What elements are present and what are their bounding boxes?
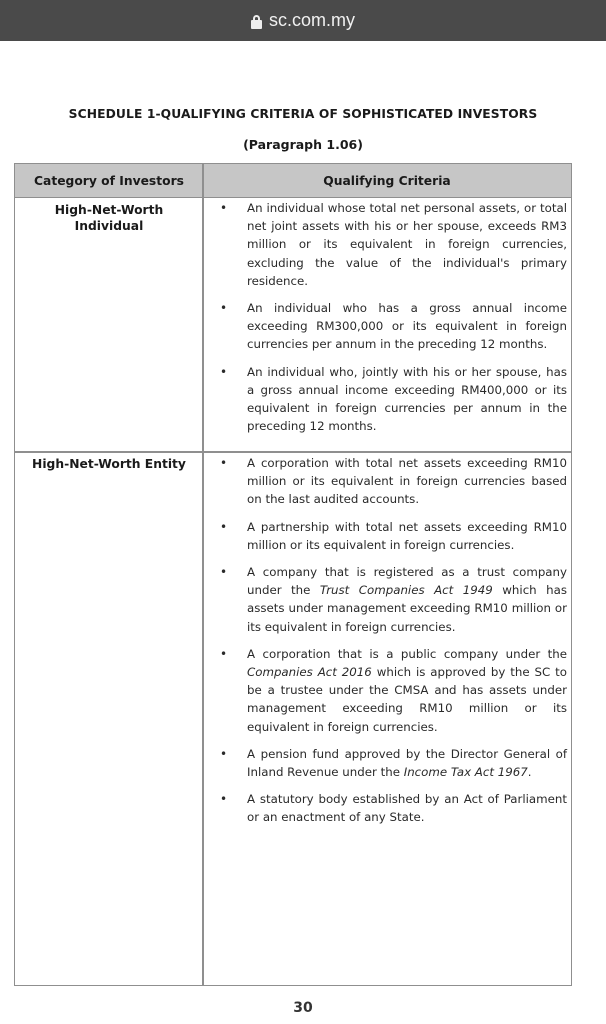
criteria-text: which has assets under management exceeding RM10 million or its equivalent in foreign currencies. xyxy=(247,583,567,634)
list-item xyxy=(215,199,567,290)
bullet-icon: • xyxy=(220,201,228,215)
criteria-text: A statutory body established by an Act of Parliament or an enactment of any State. xyxy=(247,792,567,825)
criteria-text: A corporation with total net assets exceeding RM10 million or its equivalent in foreign currencies based on the last audited accounts. xyxy=(247,456,567,507)
criteria-list-entity xyxy=(215,454,567,836)
browser-url-bar[interactable] xyxy=(0,0,606,41)
bullet-icon: • xyxy=(220,519,228,534)
criteria-text: . xyxy=(527,765,532,780)
criteria-list-individual xyxy=(215,199,567,444)
header-category: Category of Investors xyxy=(34,174,184,188)
act-name: Companies Act 2016 xyxy=(247,665,372,680)
lock-icon xyxy=(251,15,262,29)
act-name: Trust Companies Act 1949 xyxy=(319,583,493,598)
criteria-text: A partnership with total net assets exceeding RM10 million or its equivalent in foreign currencies. xyxy=(247,519,567,552)
category-high-net-worth-entity xyxy=(15,456,203,472)
criteria-text: which is approved by the SC to be a trustee under the CMSA and has assets under management exceeding RM10 million or its equivalent in foreign currencies. xyxy=(247,665,567,734)
criteria-text: An individual who has a gross annual income exceeding RM300,000 or its equivalent in foreign currencies per annum in the preceding 12 months. xyxy=(247,301,567,352)
category-high-net-worth-individual xyxy=(15,202,203,234)
list-item xyxy=(215,299,567,354)
list-item xyxy=(215,454,567,509)
bullet-icon: • xyxy=(220,456,228,470)
category-label: High-Net-Worth Individual xyxy=(54,203,164,233)
list-item xyxy=(215,745,567,781)
criteria-text: An individual whose total net personal assets, or total net joint assets with his or her spouse, exceeds RM3 million or its equivalent in foreign currencies, excluding the value of the individual's primary residence. xyxy=(247,201,567,288)
table-header xyxy=(15,164,571,198)
list-item xyxy=(215,518,567,554)
bullet-icon: • xyxy=(220,792,228,807)
list-item xyxy=(215,790,567,826)
row-divider xyxy=(15,451,571,453)
document-subtitle: (Paragraph 1.06) xyxy=(243,137,363,152)
url-text: sc.com.my xyxy=(268,10,355,30)
page-number: 30 xyxy=(293,1000,313,1016)
bullet-icon: • xyxy=(220,364,228,379)
act-name: Income Tax Act 1967 xyxy=(403,765,528,780)
bullet-icon: • xyxy=(220,646,228,661)
category-label: High-Net-Worth Entity xyxy=(32,457,186,471)
list-item xyxy=(215,563,567,636)
criteria-text: A company that is registered as a trust company under the xyxy=(247,565,567,598)
bullet-icon: • xyxy=(220,746,228,761)
bullet-icon: • xyxy=(220,565,228,580)
list-item xyxy=(215,645,567,736)
criteria-text: A pension fund approved by the Director General of Inland Revenue under the xyxy=(247,746,567,780)
criteria-text: A corporation that is a public company under the xyxy=(247,646,567,661)
column-divider xyxy=(202,164,204,985)
criteria-table xyxy=(14,163,572,986)
header-criteria: Qualifying Criteria xyxy=(323,174,451,188)
criteria-text: An individual who, jointly with his or her spouse, has a gross annual income exceeding RM400,000 or its equivalent in foreign currencies per annum in the preceding 12 months. xyxy=(247,364,567,434)
bullet-icon: • xyxy=(220,301,228,316)
document-title: SCHEDULE 1-QUALIFYING CRITERIA OF SOPHISTICATED INVESTORS xyxy=(68,107,538,121)
list-item xyxy=(215,363,567,436)
